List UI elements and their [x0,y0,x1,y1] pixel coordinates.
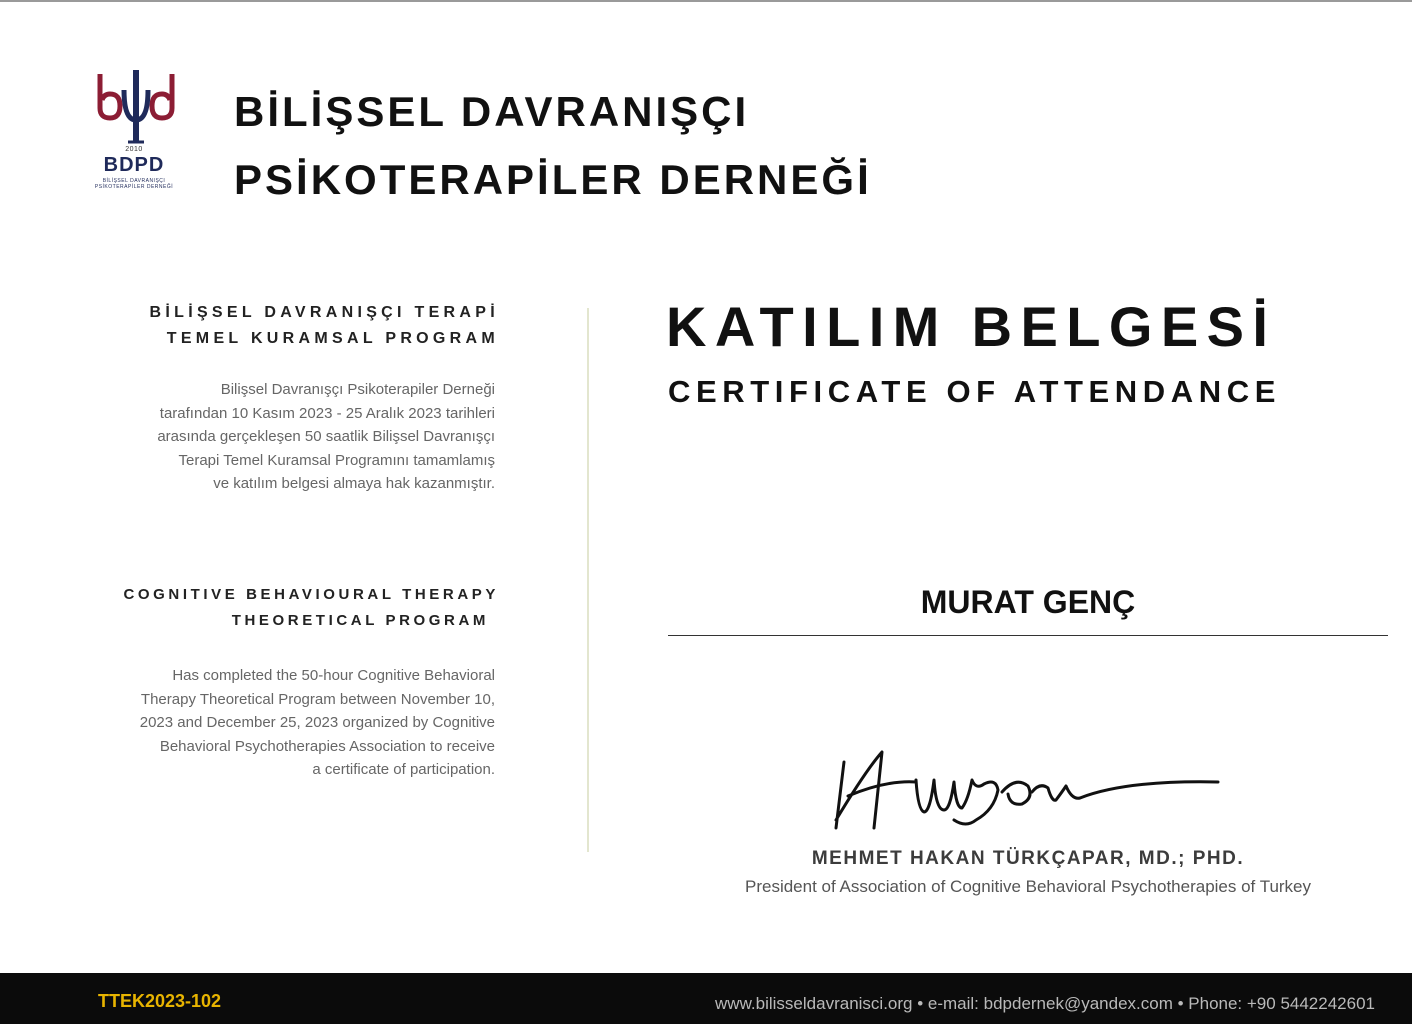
description-line: tarafından 10 Kasım 2023 - 25 Aralık 2023 tarihleri [159,404,495,422]
logo-subtitle-line2: PSİKOTERAPİLER DERNEĞİ [94,184,174,190]
logo-abbreviation: BDPD [103,154,165,176]
description-line: Bilişsel Davranışçı Psikoterapiler Derneği [220,381,495,398]
description-line: ve katılım belgesi almaya hak kazanmıştır. [213,475,495,492]
recipient-name: MURAT GENÇ [920,584,1136,620]
turkish-heading-line1: BİLİŞSEL DAVRANIŞÇI TERAPİ [149,304,499,321]
certificate-code: TTEK2023-102 [98,991,222,1011]
english-heading-line1: COGNITIVE BEHAVIOURAL THERAPY [123,586,499,603]
organization-name [234,78,872,214]
english-program-description [55,664,495,782]
turkish-program-heading [150,300,499,352]
certificate-title: KATILIM BELGESİ [666,295,1277,358]
signature-image [826,740,1226,840]
english-heading-line2: THEORETICAL PROGRAM [231,612,489,629]
description-line: Terapi Temel Kuramsal Programını tamamlamış [178,451,495,469]
logo-year: 2010 [125,146,143,153]
contact-info: www.bilisseldavranisci.org • e-mail: bdpdernek@yandex.com • Phone: +90 5442242601 [715,994,1375,1013]
recipient-underline [668,635,1388,636]
psi-logo-icon [90,68,182,148]
description-line: Has completed the 50-hour Cognitive Behavioral [172,667,495,684]
column-divider [587,308,589,852]
description-line: Behavioral Psychotherapies Association to receive [159,737,495,755]
signer-title: President of Association of Cognitive Behavioral Psychotherapies of Turkey [744,877,1312,896]
description-line: a certificate of participation. [312,761,495,778]
english-program-heading [123,582,499,634]
footer-bar [0,973,1412,1024]
organization-name-line1: BİLİŞSEL DAVRANIŞÇI [234,88,750,135]
bdpd-logo [86,68,186,192]
organization-name-line2: PSİKOTERAPİLER DERNEĞİ [234,156,872,203]
turkish-heading-line2: TEMEL KURAMSAL PROGRAM [166,330,499,347]
turkish-program-description [55,378,495,496]
description-line: Therapy Theoretical Program between November 10, [140,690,495,708]
certificate-subtitle: CERTIFICATE OF ATTENDANCE [668,374,1282,409]
top-border [0,0,1412,2]
description-line: 2023 and December 25, 2023 organized by Cognitive [139,714,495,731]
signer-name: MEHMET HAKAN TÜRKÇAPAR, MD.; PHD. [811,848,1245,869]
logo-subtitle-line1: BİLİŞSEL DAVRANIŞÇI [102,178,166,184]
description-line: arasında gerçekleşen 50 saatlik Bilişsel Davranışçı [157,428,495,445]
